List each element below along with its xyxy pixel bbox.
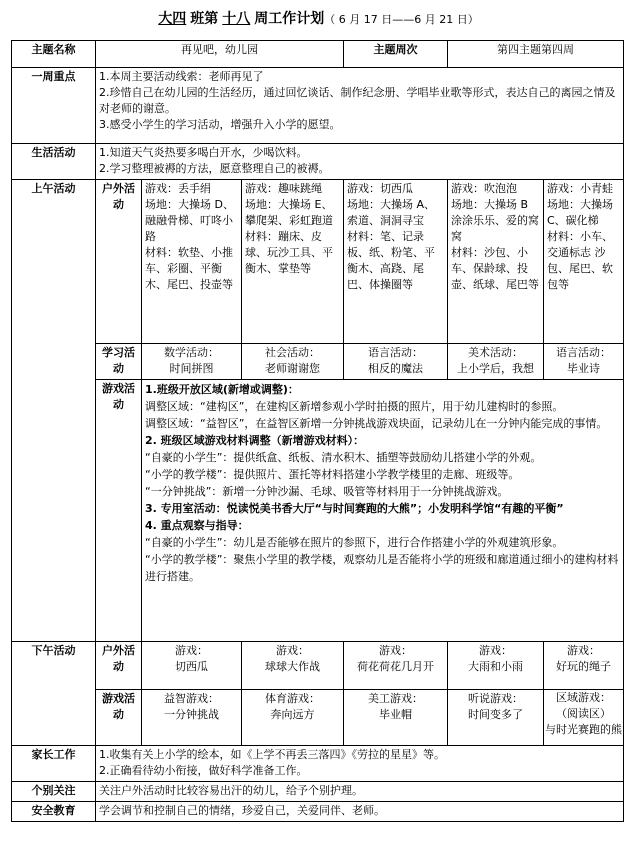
morning-outdoor-label: 户外活动 bbox=[96, 180, 142, 344]
afternoon-game-row bbox=[12, 690, 624, 746]
class-name: 大四 bbox=[158, 11, 187, 27]
safety-row bbox=[12, 802, 624, 822]
afternoon-outdoor-day-5 bbox=[544, 642, 624, 690]
life-label: 生活活动 bbox=[12, 144, 96, 180]
afternoon-outdoor-type: 游戏： bbox=[276, 644, 309, 657]
afternoon-outdoor-name: 荷花荷花几月开 bbox=[357, 660, 434, 673]
parents-content bbox=[96, 746, 624, 782]
afternoon-game-type: 美工游戏： bbox=[368, 692, 423, 705]
afternoon-game-day-5 bbox=[544, 690, 624, 746]
afternoon-outdoor-row bbox=[12, 642, 624, 690]
outdoor-game: 游戏：丢手绢 bbox=[145, 182, 211, 195]
outdoor-venue: 场地：大操场 A、索道、洞洞寻宝 bbox=[347, 198, 436, 227]
afternoon-outdoor-day-2 bbox=[242, 642, 344, 690]
game-heading: 4. 重点观察与指导： bbox=[145, 519, 249, 532]
outdoor-materials: 材料：小车、交通标志 沙包、尾巴、软包等 bbox=[547, 230, 613, 291]
morning-outdoor-day-5 bbox=[544, 180, 624, 344]
morning-outdoor-row bbox=[12, 180, 624, 344]
game-line: “小学的教学楼”：聚焦小学里的教学楼，观察幼儿是否能将小学的班级和廊道通过细小的建构材料进行搭建。 bbox=[145, 553, 619, 583]
theme-week-value: 第四主题第四周 bbox=[448, 41, 624, 68]
afternoon-game-name: 与时光赛跑的熊 bbox=[545, 723, 622, 736]
date-range: （ 6 月 17 日——6 月 21 日） bbox=[324, 13, 479, 26]
afternoon-game-type: 听说游戏： bbox=[468, 692, 523, 705]
theme-week-label: 主题周次 bbox=[344, 41, 448, 68]
study-subject: 美术活动： bbox=[468, 346, 523, 359]
outdoor-venue: 场地：大操场 C、碳化梯 bbox=[547, 198, 613, 227]
afternoon-outdoor-day-1 bbox=[142, 642, 242, 690]
afternoon-game-label: 游戏活动 bbox=[96, 690, 142, 746]
week-number: 十八 bbox=[222, 11, 251, 27]
safety-label: 安全教育 bbox=[12, 802, 96, 822]
outdoor-materials: 材料：蹦床、皮球、玩沙工具、平衡木、掌垫等 bbox=[245, 230, 333, 275]
afternoon-outdoor-name: 球球大作战 bbox=[265, 660, 320, 673]
morning-outdoor-day-4 bbox=[448, 180, 544, 344]
afternoon-outdoor-type: 游戏： bbox=[175, 644, 208, 657]
afternoon-outdoor-day-4 bbox=[448, 642, 544, 690]
afternoon-game-type: 区域游戏： bbox=[556, 691, 611, 704]
focus-content bbox=[96, 68, 624, 144]
study-topic: 相反的魔法 bbox=[368, 362, 423, 375]
outdoor-venue: 场地：大操场 B 涂涂乐乐、爱的窝窝 bbox=[451, 198, 539, 243]
title-ban-text: 班第 bbox=[190, 11, 219, 27]
afternoon-game-type: 体育游戏： bbox=[265, 692, 320, 705]
safety-content: 学会调节和控制自己的情绪，珍爱自己，关爱同伴、老师。 bbox=[96, 802, 624, 822]
afternoon-game-type: 益智游戏： bbox=[164, 692, 219, 705]
game-line: 调整区域：“建构区”，在建构区新增参观小学时拍摄的照片，用于幼儿建构时的参照。 bbox=[145, 400, 564, 413]
study-subject: 语言活动： bbox=[556, 346, 611, 359]
theme-value: 再见吧，幼儿园 bbox=[96, 41, 344, 68]
afternoon-game-day-2 bbox=[242, 690, 344, 746]
outdoor-game: 游戏：趣味跳绳 bbox=[245, 182, 322, 195]
study-day-5 bbox=[544, 344, 624, 380]
morning-outdoor-day-2 bbox=[242, 180, 344, 344]
game-line: 调整区域：“益智区”，在益智区新增一分钟挑战游戏块面，记录幼儿在一分钟内能完成的事情。 bbox=[145, 417, 608, 430]
afternoon-game-area: （阅读区） bbox=[556, 707, 611, 720]
afternoon-label: 下午活动 bbox=[12, 642, 96, 746]
morning-label: 上午活动 bbox=[12, 180, 96, 642]
afternoon-game-day-3 bbox=[344, 690, 448, 746]
parents-line: 1.收集有关上小学的绘本，如《上学不再丢三落四》《劳拉的星星》等。 bbox=[99, 748, 445, 761]
study-topic: 毕业诗 bbox=[567, 362, 600, 375]
outdoor-materials: 材料：沙包、小车、保龄球、投壶、纸球、尾巴等 bbox=[451, 246, 539, 291]
afternoon-game-name: 毕业帽 bbox=[379, 708, 412, 721]
focus-line: 1.本周主要活动线索：老师再见了 bbox=[99, 70, 264, 83]
page-title bbox=[0, 8, 633, 28]
parents-row bbox=[12, 746, 624, 782]
afternoon-game-day-1 bbox=[142, 690, 242, 746]
outdoor-materials: 材料：软垫、小推车、彩圈、平衡木、尾巴、投壶等 bbox=[145, 246, 233, 291]
theme-row bbox=[12, 41, 624, 68]
study-topic: 老师谢谢您 bbox=[265, 362, 320, 375]
life-line: 2.学习整理被褥的方法，愿意整理自己的被褥。 bbox=[99, 162, 330, 175]
focus-row bbox=[12, 68, 624, 144]
study-topic: 时间拼图 bbox=[169, 362, 214, 375]
study-day-1 bbox=[142, 344, 242, 380]
afternoon-game-day-4 bbox=[448, 690, 544, 746]
title-week-text: 周工作计划 bbox=[254, 11, 325, 27]
outdoor-game: 游戏：小青蛙 bbox=[547, 182, 613, 195]
theme-label: 主题名称 bbox=[12, 41, 96, 68]
outdoor-materials: 材料：笔、记录板、纸、粉笔、平衡木、高跷、尾巴、体操圈等 bbox=[347, 230, 435, 291]
focus-label: 一周重点 bbox=[12, 68, 96, 144]
study-subject: 社会活动： bbox=[265, 346, 320, 359]
morning-game-row bbox=[12, 380, 624, 642]
weekly-plan-table bbox=[11, 40, 624, 822]
study-subject: 语言活动： bbox=[368, 346, 423, 359]
outdoor-game: 游戏：吹泡泡 bbox=[451, 182, 517, 195]
morning-game-label: 游戏活动 bbox=[96, 380, 142, 642]
outdoor-game: 游戏：切西瓜 bbox=[347, 182, 413, 195]
afternoon-outdoor-day-3 bbox=[344, 642, 448, 690]
afternoon-outdoor-name: 大雨和小雨 bbox=[468, 660, 523, 673]
life-row bbox=[12, 144, 624, 180]
life-line: 1.知道天气炎热要多喝白开水，少喝饮料。 bbox=[99, 146, 308, 159]
study-day-4 bbox=[448, 344, 544, 380]
study-day-2 bbox=[242, 344, 344, 380]
study-topic: 上小学后，我想 bbox=[457, 362, 534, 375]
focus-line: 3.感受小学生的学习活动，增强升入小学的愿望。 bbox=[99, 118, 341, 131]
afternoon-outdoor-name: 好玩的绳子 bbox=[556, 660, 611, 673]
morning-game-content bbox=[142, 380, 624, 642]
study-subject: 数学活动： bbox=[164, 346, 219, 359]
outdoor-venue: 场地：大操场 D、融融骨梯、叮咚小路 bbox=[145, 198, 234, 243]
individual-content: 关注户外活动时比较容易出汗的幼儿，给予个别护理。 bbox=[96, 782, 624, 802]
parents-line: 2.正确看待幼小衔接，做好科学准备工作。 bbox=[99, 764, 308, 777]
afternoon-game-name: 一分钟挑战 bbox=[164, 708, 219, 721]
game-heading: 1.班级开放区域(新增或调整)： bbox=[145, 383, 299, 396]
game-line: “小学的教学楼”：提供照片、蛋托等材料搭建小学教学楼里的走廊、班级等。 bbox=[145, 468, 520, 481]
outdoor-venue: 场地：大操场 E、攀爬架、彩虹跑道 bbox=[245, 198, 333, 227]
parents-label: 家长工作 bbox=[12, 746, 96, 782]
afternoon-game-name: 时间变多了 bbox=[468, 708, 523, 721]
game-line: “自豪的小学生”：幼儿是否能够在照片的参照下，进行合作搭建小学的外观建筑形象。 bbox=[145, 536, 564, 549]
morning-outdoor-day-1 bbox=[142, 180, 242, 344]
morning-outdoor-day-3 bbox=[344, 180, 448, 344]
afternoon-outdoor-type: 游戏： bbox=[567, 644, 600, 657]
afternoon-game-name: 奔向远方 bbox=[270, 708, 315, 721]
game-line: “自豪的小学生”：提供纸盒、纸板、清水积木、插塑等鼓励幼儿搭建小学的外观。 bbox=[145, 451, 542, 464]
study-day-3 bbox=[344, 344, 448, 380]
morning-study-label: 学习活动 bbox=[96, 344, 142, 380]
afternoon-outdoor-name: 切西瓜 bbox=[175, 660, 208, 673]
life-content bbox=[96, 144, 624, 180]
afternoon-outdoor-type: 游戏： bbox=[479, 644, 512, 657]
afternoon-outdoor-label: 户外活动 bbox=[96, 642, 142, 690]
game-heading: 2. 班级区域游戏材料调整（新增游戏材料）： bbox=[145, 434, 365, 447]
game-line: “一分钟挑战”：新增一分钟沙漏、毛球、吸管等材料用于一分钟挑战游戏。 bbox=[145, 485, 509, 498]
individual-label: 个别关注 bbox=[12, 782, 96, 802]
focus-line: 2.珍惜自己在幼儿园的生活经历，通过回忆谈话、制作纪念册、学唱毕业歌等形式，表达自己的离园之情及对老师的谢意。 bbox=[99, 86, 616, 115]
individual-row bbox=[12, 782, 624, 802]
afternoon-outdoor-type: 游戏： bbox=[379, 644, 412, 657]
game-heading: 3. 专用室活动：悦读悦美书香大厅“与时间赛跑的大熊”；小发明科学馆“有趣的平衡” bbox=[145, 502, 564, 515]
morning-study-row bbox=[12, 344, 624, 380]
